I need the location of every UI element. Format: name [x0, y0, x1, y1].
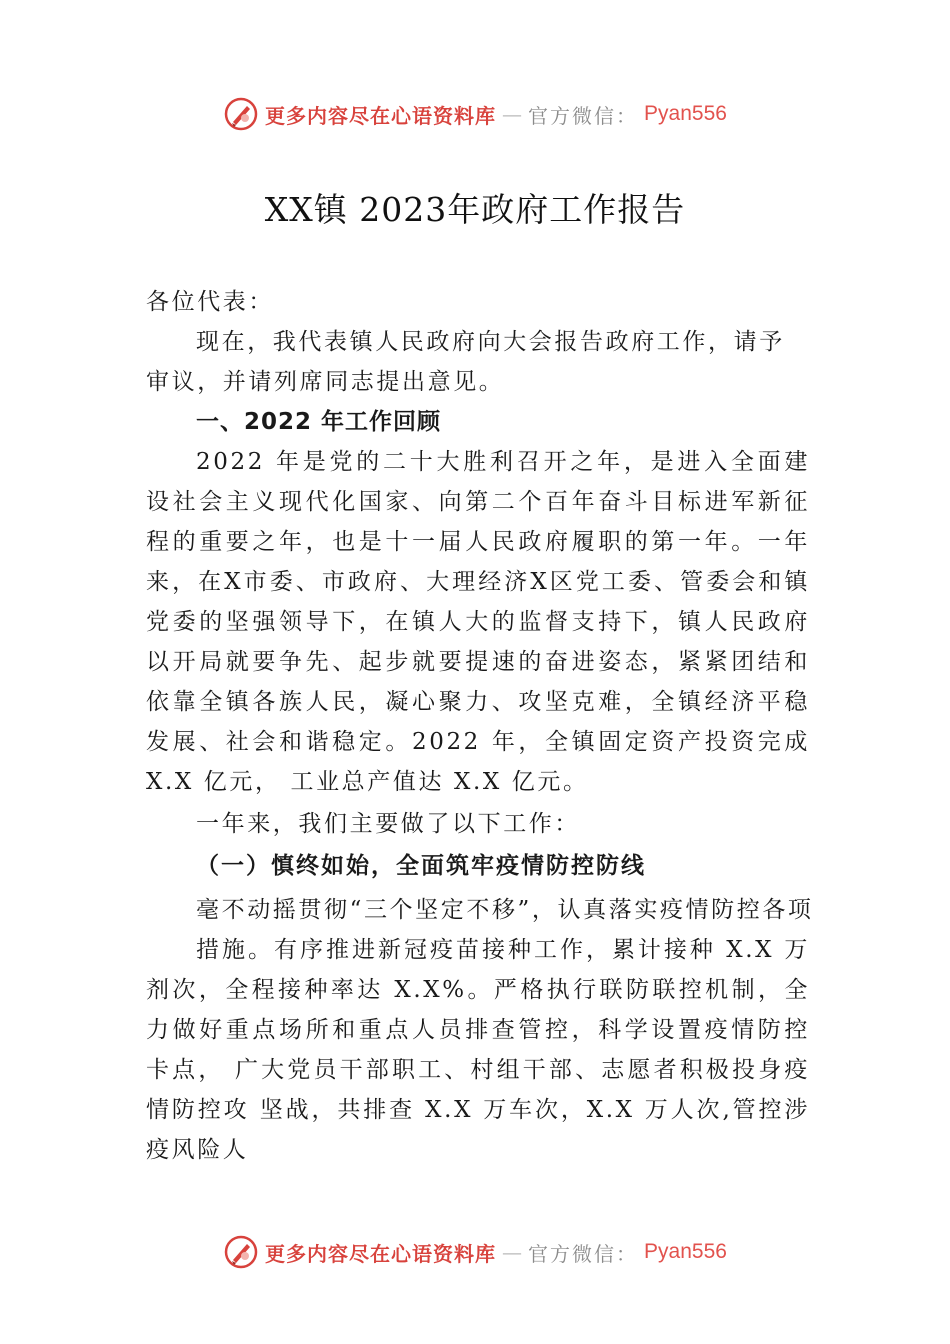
watermark-wechat-label: 官方微信： [528, 1241, 639, 1266]
salutation: 各位代表： [146, 289, 274, 315]
page-title: XX镇 2023年政府工作报告 [264, 190, 686, 229]
watermark-separator: — [502, 1240, 523, 1264]
watermark-wechat-id: Pyan556 [644, 102, 727, 125]
watermark-wechat-label: 官方微信： [528, 103, 639, 128]
work-intro-paragraph: 一年来，我们主要做了以下工作： [196, 811, 580, 837]
subsection-heading: （一）慎终如始，全面筑牢疫情防控防线 [196, 852, 646, 879]
review-paragraph: 2022 年是党的二十大胜利召开之年，是进入全面建设社会主义现代化国家、向第二个百年奋斗目标进军新征程的重要之年，也是十一届人民政府履职的第一年。一年来，在X市委、市政府、大理经济X区党工委、管委会和镇党委的坚强领导下，在镇人大的监督支持下，镇人民政府以开局就要争先、起步就要提速的奋进姿态，紧紧团结和依靠全镇各族人民，凝心聚力、攻坚克难，全镇经济平稳发展、社会和谐稳定。2022 年，全镇固定资产投资完成 X.X 亿元， 工业总产值达 X.X 亿元。 [146, 449, 810, 795]
pen-logo-icon [223, 96, 259, 132]
covid-paragraph: 措施。有序推进新冠疫苗接种工作，累计接种 X.X 万剂次，全程接种率达 X.X%。严格执行联防联控机制，全力做好重点场所和重点人员排查管控，科学设置疫情防控卡点， 广大党员干部职工、村组干部、志愿者积极投身疫情防控攻 坚战，共排查 X.X 万车次，X.X 万人次,管控涉疫风险人 [146, 937, 810, 1163]
watermark-banner-bottom [0, 1232, 950, 1272]
pen-logo-icon [223, 1234, 259, 1270]
watermark-slogan: 更多内容尽在心语资料库 [265, 103, 497, 128]
watermark-separator: — [502, 102, 523, 126]
intro-paragraph: 现在，我代表镇人民政府向大会报告政府工作，请予审议，并请列席同志提出意见。 [146, 329, 785, 395]
watermark-wechat-id: Pyan556 [644, 1240, 727, 1263]
watermark-banner-top [0, 94, 950, 134]
section-heading: 一、2022 年工作回顾 [196, 409, 442, 435]
watermark-slogan: 更多内容尽在心语资料库 [265, 1241, 497, 1266]
covid-paragraph-line: 毫不动摇贯彻“三个坚定不移”，认真落实疫情防控各项 [196, 897, 814, 923]
